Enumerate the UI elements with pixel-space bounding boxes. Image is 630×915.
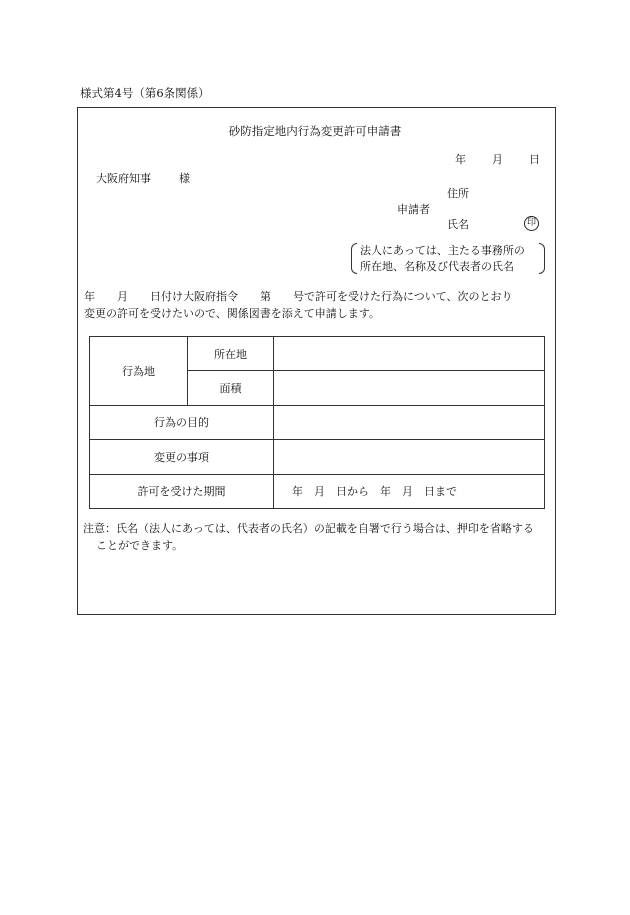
site-header: 行為地 bbox=[90, 337, 188, 406]
seal-mark: 印 bbox=[524, 216, 539, 231]
location-header: 所在地 bbox=[188, 337, 274, 371]
left-bracket bbox=[351, 243, 357, 274]
period-field[interactable]: 年 月 日から 年 月 日まで bbox=[274, 474, 545, 508]
area-field[interactable] bbox=[274, 371, 545, 405]
corporation-note bbox=[351, 243, 545, 276]
date-year-label: 年 bbox=[455, 153, 466, 166]
addressee-honorific: 様 bbox=[179, 172, 190, 185]
corporation-note-line-1: 法人にあっては、主たる事務所の bbox=[360, 244, 525, 257]
notice-line-1: 注意：氏名（法人にあっては、代表者の氏名）の記載を自署で行う場合は、押印を省略する bbox=[83, 522, 534, 535]
right-bracket bbox=[539, 243, 545, 274]
address-label: 住所 bbox=[447, 187, 469, 200]
date-month-label: 月 bbox=[492, 153, 503, 166]
table-row-purpose bbox=[90, 405, 545, 439]
date-day-label: 日 bbox=[529, 153, 540, 166]
period-header: 許可を受けた期間 bbox=[90, 474, 274, 508]
change-items-header: 変更の事項 bbox=[90, 440, 274, 474]
addressee-name: 大阪府知事 bbox=[96, 172, 151, 185]
body-text-line-2: 変更の許可を受けたいので、関係図書を添えて申請します。 bbox=[84, 307, 380, 320]
table-row-location bbox=[90, 337, 545, 371]
table-row-change-items bbox=[90, 440, 545, 474]
change-items-field[interactable] bbox=[274, 440, 545, 474]
form-label: 様式第4号（第6条関係） bbox=[80, 86, 210, 100]
area-header: 面積 bbox=[188, 371, 274, 405]
applicant-label: 申請者 bbox=[397, 203, 430, 216]
purpose-field[interactable] bbox=[274, 405, 545, 439]
body-text-line-1: 年 月 日付け大阪府指令 第 号で許可を受けた行為について、次のとおり bbox=[84, 290, 513, 303]
application-table bbox=[89, 336, 545, 509]
location-field[interactable] bbox=[274, 337, 545, 371]
corporation-note-line-2: 所在地、名称及び代表者の氏名 bbox=[360, 260, 514, 273]
purpose-header: 行為の目的 bbox=[90, 405, 274, 439]
table-row-period bbox=[90, 474, 545, 508]
document-title: 砂防指定地内行為変更許可申請書 bbox=[228, 124, 402, 138]
name-label: 氏名 bbox=[447, 218, 469, 231]
notice-line-2: ことができます。 bbox=[96, 539, 184, 552]
